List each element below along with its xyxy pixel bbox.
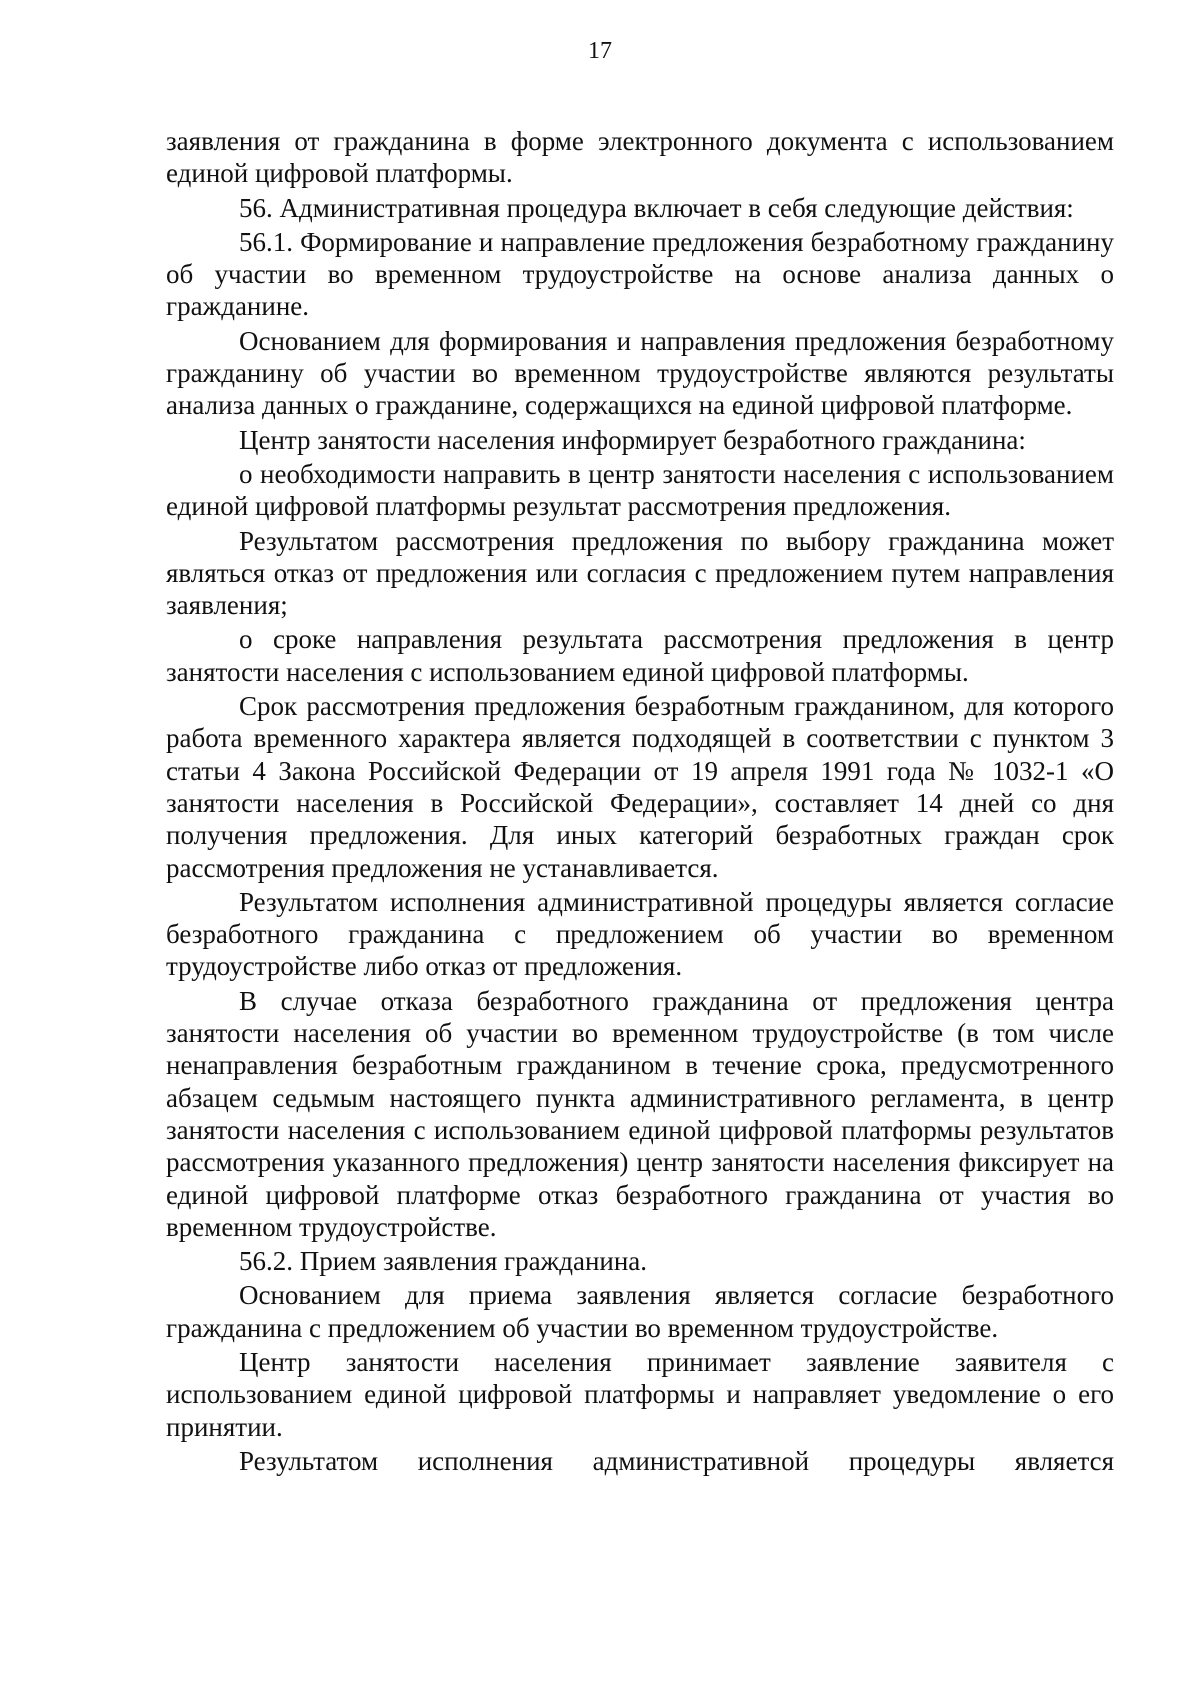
paragraph-procedure-result-end: Результатом исполнения административной процедуры является bbox=[239, 1445, 1114, 1476]
paragraph-result-choice: Результатом рассмотрения предложения по выбору гражданина может являться отказ от предложения или согласия с предложением путем направления заявления; bbox=[166, 525, 1114, 621]
paragraph-grounds: Основанием для формирования и направления предложения безработному гражданину об участии во временном трудоустройстве являются результаты анализа данных о гражданине, содержащихся на единой цифровой платформе. bbox=[166, 325, 1114, 421]
paragraph-center-accepts: Центр занятости населения принимает заявление заявителя с использованием единой цифровой платформы и направляет уведомление о его принятии. bbox=[166, 1346, 1114, 1442]
paragraph-review-period: Срок рассмотрения предложения безработным гражданином, для которого работа временного характера является подходящей в соответствии с пунктом 3 статьи 4 Закона Российской Федерации от 19 апреля 1991 года № 1032-1 «О занятости населения в Российской Федерации», составляет 14 дней со дня получения предложения. Для иных категорий безработных граждан срок рассмотрения предложения не устанавливается. bbox=[166, 691, 1114, 883]
paragraph-deadline: о сроке направления результата рассмотрения предложения в центр занятости населения с использованием единой цифровой платформы. bbox=[166, 624, 1114, 687]
paragraph-item-56-1: 56.1. Формирование и направление предложения безработному гражданину об участии во временном трудоустройстве на основе анализа данных о гражданине. bbox=[166, 226, 1114, 322]
paragraph-item-56-2: 56.2. Прием заявления гражданина. bbox=[239, 1246, 648, 1277]
paragraph-refusal-case: В случае отказа безработного гражданина от предложения центра занятости населения об участии во временном трудоустройстве (в том числе ненаправления безработным гражданином в течение срока, предусмотренного абзацем седьмым настоящего пункта административного регламента, в центр занятости населения с использованием единой цифровой платформы результатов рассмотрения указанного предложения) центр занятости населения фиксирует на единой цифровой платформе отказ безработного гражданина от участия во временном трудоустройстве. bbox=[166, 985, 1114, 1242]
paragraph-continuation: заявления от гражданина в форме электронного документа с использованием единой цифровой платформы. bbox=[166, 126, 1114, 189]
page-number: 17 bbox=[588, 38, 612, 64]
document-body bbox=[166, 125, 1114, 1477]
paragraph-center-informs: Центр занятости населения информирует безработного гражданина: bbox=[239, 424, 1026, 455]
paragraph-item-56: 56. Административная процедура включает в себя следующие действия: bbox=[239, 192, 1074, 223]
paragraph-necessity: о необходимости направить в центр занятости населения с использованием единой цифровой платформы результат рассмотрения предложения. bbox=[166, 458, 1114, 522]
paragraph-grounds-acceptance: Основанием для приема заявления является согласие безработного гражданина с предложением об участии во временном трудоустройстве. bbox=[166, 1280, 1114, 1343]
paragraph-procedure-result: Результатом исполнения административной процедуры является согласие безработного гражданина с предложением об участии во временном трудоустройстве либо отказ от предложения. bbox=[166, 886, 1114, 982]
